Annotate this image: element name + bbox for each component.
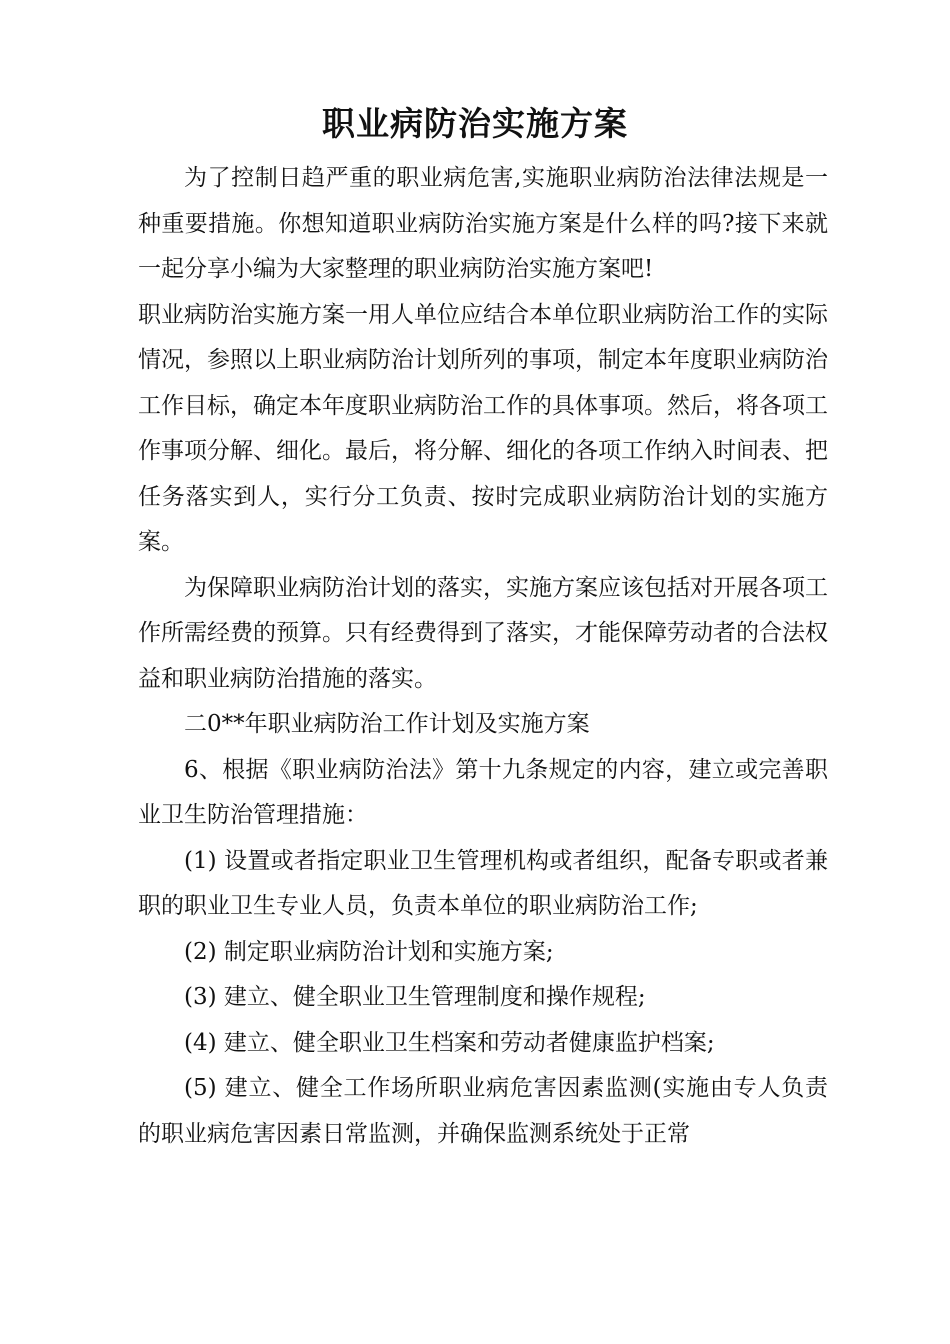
- document-title: 职业病防治实施方案: [322, 104, 628, 143]
- plan-overview-paragraph: 职业病防治实施方案一用人单位应结合本单位职业病防治工作的实际情况，参照以上职业病防治计划所列的事项，制定本年度职业病防治工作目标，确定本年度职业病防治工作的具体事项。然后，将各项工作事项分解、细化。最后，将分解、细化的各项工作纳入时间表、把任务落实到人，实行分工负责、按时完成职业病防治计划的实施方案。: [138, 301, 828, 555]
- item-6-paragraph: 6、根据《职业病防治法》第十九条规定的内容，建立或完善职业卫生防治管理措施：: [138, 756, 828, 828]
- intro-paragraph: 为了控制日趋严重的职业病危害,实施职业病防治法律法规是一种重要措施。你想知道职业病防治实施方案是什么样的吗?接下来就一起分享小编为大家整理的职业病防治实施方案吧!: [138, 165, 828, 282]
- list-item-5: (5) 建立、健全工作场所职业病危害因素监测(实施由专人负责的职业病危害因素日常监测，并确保监测系统处于正常: [138, 1075, 828, 1147]
- list-item-3: (3) 建立、健全职业卫生管理制度和操作规程;: [184, 984, 646, 1010]
- document-body: [138, 156, 828, 1157]
- list-item-1: (1) 设置或者指定职业卫生管理机构或者组织，配备专职或者兼职的职业卫生专业人员，负责本单位的职业病防治工作;: [138, 847, 828, 919]
- list-item-2: (2) 制定职业病防治计划和实施方案;: [184, 938, 554, 965]
- list-item-4: (4) 建立、健全职业卫生档案和劳动者健康监护档案;: [184, 1029, 715, 1056]
- budget-paragraph: 为保障职业病防治计划的落实，实施方案应该包括对开展各项工作所需经费的预算。只有经费得到了落实，才能保障劳动者的合法权益和职业病防治措施的落实。: [138, 574, 828, 692]
- section-heading-paragraph: 二0**年职业病防治工作计划及实施方案: [184, 711, 590, 737]
